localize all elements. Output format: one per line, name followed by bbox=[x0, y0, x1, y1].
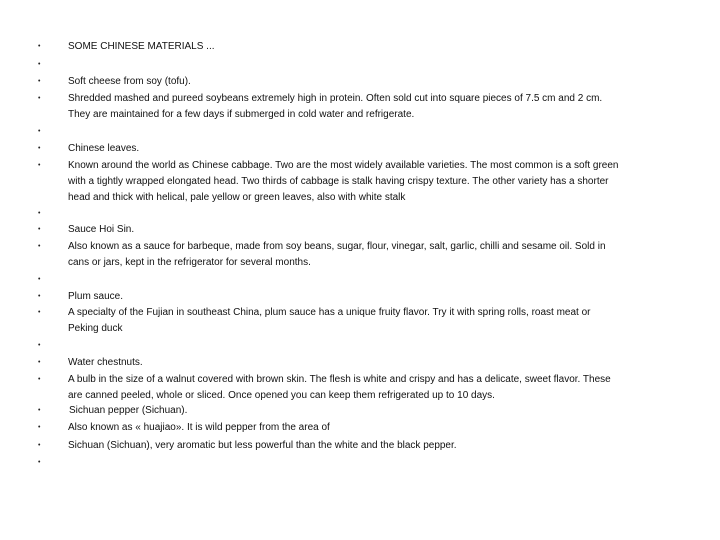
bullet: • bbox=[38, 43, 41, 50]
slide-heading: SOME CHINESE MATERIALS ... bbox=[68, 41, 215, 52]
item-title: Chinese leaves. bbox=[68, 143, 140, 154]
bullet: • bbox=[38, 162, 41, 169]
item-description: A specialty of the Fujian in southeast China, plum sauce has a unique fruity flavor. Try it with spring rolls, roast meat or Peking duck bbox=[68, 307, 591, 334]
bullet: • bbox=[38, 95, 41, 102]
bullet: • bbox=[38, 226, 41, 233]
bullet: • bbox=[38, 276, 41, 283]
bullet: • bbox=[38, 424, 41, 431]
bullet: • bbox=[38, 359, 41, 366]
item-description: A bulb in the size of a walnut covered with brown skin. The flesh is white and crispy and has a delicate, sweet flavor. These are canned peeled, whole or sliced. Once opened you can keep them refrigerated up to 10 days. bbox=[68, 374, 611, 401]
bullet: • bbox=[38, 243, 41, 250]
bullet: • bbox=[38, 128, 41, 135]
item-title: Soft cheese from soy (tofu). bbox=[68, 76, 191, 87]
item-description: Known around the world as Chinese cabbage. Two are the most widely available varieties. The most common is a soft green with a tightly wrapped elongated head. Two thirds of cabbage is stalk having crispy texture. The other variety has a shorter head and thick with helical, pale yellow or green leaves, also with white stalk bbox=[68, 160, 619, 203]
bullet: • bbox=[38, 61, 41, 68]
item-description: Sichuan (Sichuan), very aromatic but less powerful than the white and the black pepper. bbox=[68, 440, 457, 451]
bullet: • bbox=[38, 376, 41, 383]
item-description: Also known as a sauce for barbeque, made from soy beans, sugar, flour, vinegar, salt, garlic, chilli and sesame oil. Sold in cans or jars, kept in the refrigerator for several months. bbox=[68, 241, 606, 268]
item-description: Shredded mashed and pureed soybeans extremely high in protein. Often sold cut into square pieces of 7.5 cm and 2 cm. They are maintained for a few days if submerged in cold water and refrigerate. bbox=[68, 93, 603, 120]
bullet: • bbox=[38, 309, 41, 316]
bullet: • bbox=[38, 342, 41, 349]
item-title: Plum sauce. bbox=[68, 291, 124, 302]
item-title: Sichuan pepper (Sichuan). bbox=[69, 405, 188, 416]
item-title: Water chestnuts. bbox=[68, 357, 143, 368]
bullet: • bbox=[38, 407, 41, 414]
bullet: • bbox=[38, 442, 41, 449]
bullet: • bbox=[38, 78, 41, 85]
bullet: • bbox=[38, 293, 41, 300]
bullet: • bbox=[38, 210, 41, 217]
bullet: • bbox=[38, 145, 41, 152]
bullet: • bbox=[38, 459, 41, 466]
item-title: Sauce Hoi Sin. bbox=[68, 224, 135, 235]
item-description: Also known as « huajiao». It is wild pepper from the area of bbox=[68, 422, 330, 433]
